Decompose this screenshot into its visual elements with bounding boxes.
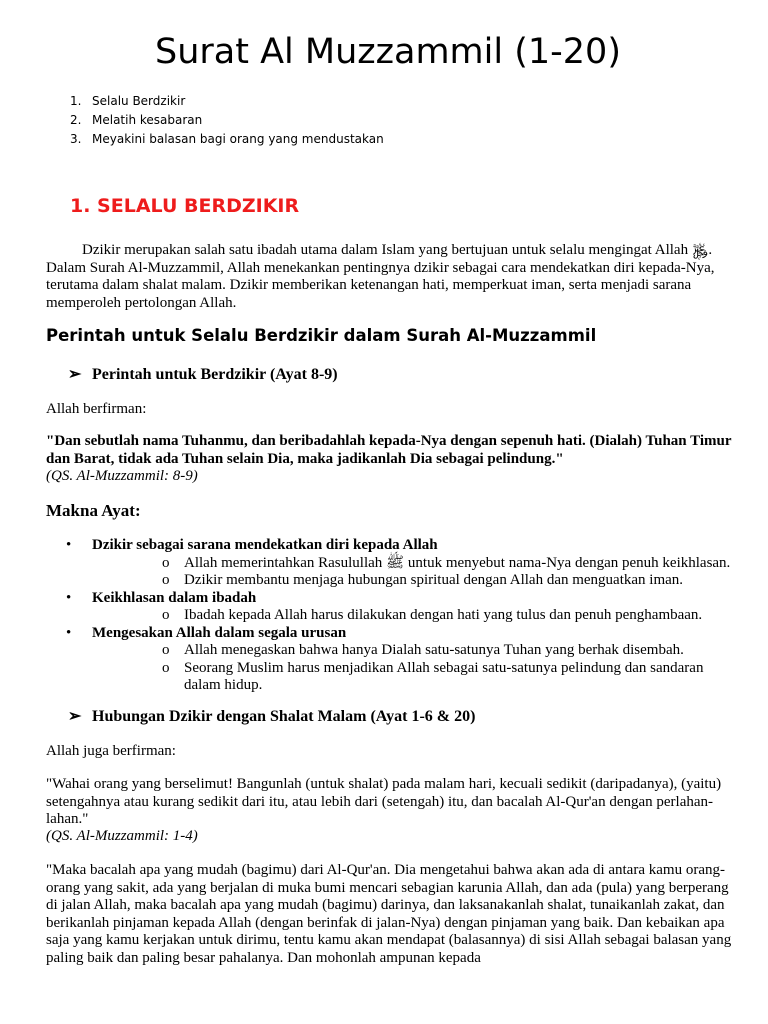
toc-item (70, 130, 384, 149)
bullet-icon: • (66, 589, 72, 606)
sub-list (92, 607, 736, 625)
list-item (46, 537, 736, 590)
point-heading-text: Hubungan Dzikir dengan Shalat Malam (Ayat 1-6 & 20) (92, 708, 476, 725)
quote-text: "Dan sebutlah nama Tuhanmu, dan beribadahlah kepada-Nya dengan sepenuh hati. (Dialah) Tuhan Timur dan Barat, tidak ada Tuhan selain Dia, maka jadikanlah Dia sebagai pelindung." (46, 433, 732, 467)
sub-list (92, 555, 736, 590)
quote-lead: Allah juga berfirman: (46, 743, 176, 759)
circle-bullet-icon: o (162, 659, 170, 676)
sub-list-item (92, 660, 736, 695)
sub-list-item (92, 607, 736, 625)
quote-text: "Maka bacalah apa yang mudah (bagimu) dari Al-Qur'an. Dia mengetahui bahwa akan ada di antara kamu orang-orang yang sakit, ada yang berjalan di muka bumi mencari sebagian karunia Allah, dan ada (pula) yang berperang di jalan Allah, maka bacalah apa yang mudah (bagimu) darinya, dan laksanakanlah shalat, tunaikanlah zakat, dan berikanlah pinjaman kepada Allah (dengan berinfak di jalan-Nya) dengan pinjaman yang baik. Dan kebaikan apa saja yang kamu kerjakan untuk dirimu, tentu kamu akan mendapat (balasannya) di sisi Allah sebagai balasan yang paling baik dan paling besar pahalanya. Dan mohonlah ampunan kepada (46, 862, 732, 966)
arrow-bullet-icon: ➢ (68, 366, 82, 383)
makna-heading: Makna Ayat: (46, 501, 141, 520)
bullet-icon: • (66, 537, 72, 553)
list-item-label: Mengesakan Allah dalam segala urusan (92, 624, 347, 641)
table-of-contents (70, 92, 384, 149)
toc-item-number: 1. (70, 94, 82, 108)
list-item (46, 625, 736, 695)
toc-item (70, 111, 384, 130)
list-item-label: Dzikir sebagai sarana mendekatkan diri kepada Allah (92, 537, 438, 553)
quote-lead: Allah berfirman: (46, 401, 147, 417)
document-title: Surat Al Muzzammil (1-20) (155, 32, 621, 72)
sub-list-item-text: Dzikir membantu menjaga hubungan spiritual dengan Allah dan menguatkan iman. (184, 572, 684, 588)
sub-list-item-text: Seorang Muslim harus menjadikan Allah sebagai satu-satunya pelindung dan sandaran dalam hidup. (184, 659, 704, 693)
list-item-label: Keikhlasan dalam ibadah (92, 589, 257, 606)
sub-list-item-text: Allah memerintahkan Rasulullah ﷺ untuk menyebut nama-Nya dengan penuh keikhlasan. (184, 554, 731, 571)
quote-reference: (QS. Al-Muzzammil: 1-4) (46, 828, 198, 844)
sub-list-item (92, 572, 736, 590)
sub-list-item (92, 642, 736, 660)
quote-reference: (QS. Al-Muzzammil: 8-9) (46, 468, 198, 484)
toc-item-number: 2. (70, 113, 82, 127)
bullet-icon: • (66, 624, 72, 641)
circle-bullet-icon: o (162, 642, 170, 658)
toc-item (70, 92, 384, 111)
point-heading (68, 365, 338, 385)
subsection-heading: Perintah untuk Selalu Berdzikir dalam Surah Al-Muzzammil (46, 326, 597, 345)
sub-list-item-text: Ibadah kepada Allah harus dilakukan dengan hati yang tulus dan penuh penghambaan. (184, 607, 703, 623)
toc-item-number: 3. (70, 132, 82, 146)
toc-item-label: Selalu Berdzikir (92, 94, 186, 108)
quote-text: "Wahai orang yang berselimut! Bangunlah (untuk shalat) pada malam hari, kecuali sedikit (daripadanya), (yaitu) setengahnya atau kurang sedikit dari itu, atau lebih dari (setengah) itu, dan bacalah Al-Qur'an dengan perlahan-lahan." (46, 776, 722, 827)
point-heading-text: Perintah untuk Berdzikir (Ayat 8-9) (92, 366, 338, 383)
section-heading: 1. SELALU BERDZIKIR (70, 195, 300, 217)
makna-list (46, 537, 736, 695)
sub-list (92, 642, 736, 695)
circle-bullet-icon: o (162, 554, 170, 571)
intro-paragraph: Dzikir merupakan salah satu ibadah utama dalam Islam yang bertujuan untuk selalu mengingat Allah ﷿. Dalam Surah Al-Muzzammil, Allah menekankan pentingnya dzikir sebagai cara mendekatkan diri kepada-Nya, terutama dalam shalat malam. Dzikir memberikan ketenangan hati, memperkuat iman, serta menjadi sarana memperoleh pertolongan Allah. (46, 242, 715, 311)
toc-item-label: Melatih kesabaran (92, 113, 203, 127)
circle-bullet-icon: o (162, 607, 170, 623)
arrow-bullet-icon: ➢ (68, 708, 82, 725)
list-item (46, 590, 736, 625)
sub-list-item (92, 555, 736, 573)
toc-item-label: Meyakini balasan bagi orang yang mendustakan (92, 132, 384, 146)
sub-list-item-text: Allah menegaskan bahwa hanya Dialah satu-satunya Tuhan yang berhak disembah. (184, 642, 684, 658)
point-heading (68, 707, 475, 727)
circle-bullet-icon: o (162, 572, 170, 588)
